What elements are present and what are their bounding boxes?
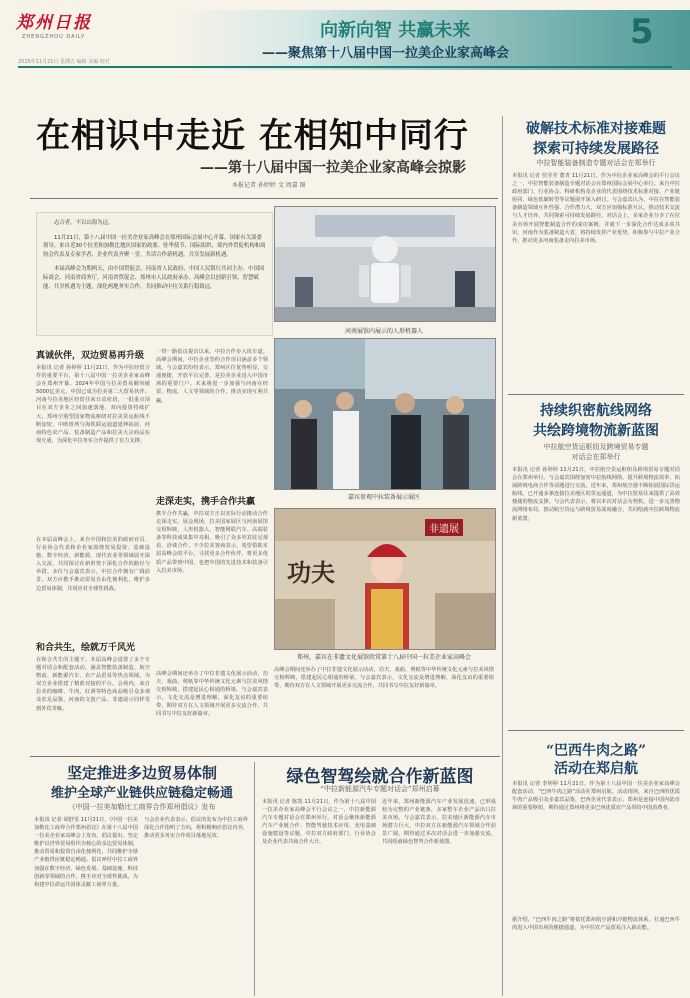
column-divider xyxy=(254,762,255,996)
story-divider xyxy=(508,394,684,395)
section-rule xyxy=(30,756,500,757)
story-title: 绿色智驾绘就合作新蓝图 xyxy=(286,767,474,787)
story-title: 活动在郑启航 xyxy=(554,761,638,777)
date-line: 2025年11月21日 星期五 编辑 美编 校对 xyxy=(18,59,110,65)
article-body: 高峰会期间还举办了中拉非遗文化展示活动，功夫、戏曲、剪纸等中华传统文化元素与拉美风情交相辉映，搭建起民心相通的桥梁。与会嘉宾表示，文化交流是增进理解、深化友谊的重要纽带，期待双方在人文领域开展更多交流合作，共同书写中拉友好新篇章。 xyxy=(274,667,494,690)
section-heading: 走深走实，携手合作共赢 xyxy=(156,497,256,507)
article-body: 据介绍，“巴西牛肉之路”将依托郑州航空港和冷链物流体系，打通巴西牛肉进入中国市场的便捷通道，为中拉农产品贸易注入新动能。 xyxy=(512,917,680,932)
section-heading: 和合共生，绘就万千风光 xyxy=(36,643,136,653)
story-title: 探索可持续发展路径 xyxy=(533,141,659,157)
story-subtitle: 对话会在郑举行 xyxy=(571,453,621,461)
story-subtitle: 中拉航空货运枢纽及跨境贸易专题 xyxy=(543,443,649,451)
article-body: 在和合共生的主题下，本届高峰会设置了多个专题对话会和配套活动，涵盖智能装备制造、航空物流、新能源汽车、农产品贸易等热点领域，为双方企业搭建了精准对接的平台。会场内，来自拉美的咖啡、牛肉、红酒等特色商品吸引众多观众驻足品鉴，河南的文创产品、非遗展示同样受到外宾青睐。 xyxy=(36,657,150,712)
article-body: 一带一路倡议提出以来，中拉合作步入快车道。高峰会期间，中拉企业签约合作项目涵盖多个领域。与会嘉宾纷纷表示，郑州区位优势明显，交通便捷，开放平台完善，是拉美企业进入中国市场的重要门户。未来将进一步加强与河南在经贸、物流、人文等领域的合作，推动实现互利共赢。 xyxy=(156,349,268,404)
photo-robot xyxy=(274,206,496,322)
article-body: 本报讯 记者 陈凯 11月21日，作为第十八届中国一拉美企业家高峰会平行会议之一，中拉新能源汽车专题对话会在郑州举行。对话会聚焦新能源汽车产业链合作、智能驾驶技术应用、充电基础设施建设等议题，中拉双方政府部门、行业协会及企业代表共商合作大计。 xyxy=(262,799,376,846)
photo-caption: 郑州，嘉宾在非遗文化展馆欣赏第十八届中国一拉美企业家高峰会 xyxy=(296,654,471,661)
article-body: 本报讯 记者 侯莹莹 董青 11月21日，作为中拉企业家高峰会的平行会议之一，中拉智能装备制造专题对话会在郑州国际会展中心举行。来自中拉政府部门、行业协会、科研机构及企业的代表围绕技术标准对接、产业链协同、绿色低碳转型等议题展开深入研讨。与会嘉宾认为，中拉在智能装备制造领域互补性强、合作潜力大，双方应加强标准互认，推动技术交流与人才培养，共同探索可持续发展路径。对话会上，多家企业分享了在拉美市场开展智能制造合作的成功案例，并就下一步深化合作达成多项共识。河南作为装备制造大省，将持续发挥产业优势，积极参与中拉产业合作，推动更多河南装备走向拉美市场。 xyxy=(512,173,680,244)
story-title: 持续织密航线网络 xyxy=(540,403,652,419)
headline-rule xyxy=(30,198,498,199)
story-title: 维护全球产业链供应链稳定畅通 xyxy=(50,786,233,801)
intro-paragraph: 11月21日，第十八届中国一拉美企业家高峰会在郑州国际会展中心开幕。国家有关部委领导、来自近30个拉美和加勒比地区国家的政要、驻华使节、国际组织、境内外贸促机构和商协会代表及专家学者、企业代表齐聚一堂，共话合作新机遇，共享发展新机遇。 xyxy=(43,234,266,258)
article-body: 近年来，郑州新能源汽车产业发展迅速，已形成较为完整的产业链条，多家整车企业产品出口拉美市场。与会嘉宾表示，拉美地区新能源汽车市场潜力巨大，中拉双方在新能源汽车领域合作前景广阔，期待通过本次对话会进一步加强交流，共同绘就绿色智驾合作新蓝图。 xyxy=(382,799,496,846)
intro-paragraph: 本届高峰会为期两天，由中国贸促会、河南省人民政府、中国人民银行共同主办。中国国际商会、河南省商务厅、河南省贸促会、郑州市人民政府承办。高峰会以创新引领、智慧赋能、共享机遇为主题，深化两地务实合作，共同推动中拉关系行稳致远。 xyxy=(43,266,265,290)
story-title: “巴西牛肉之路” xyxy=(545,743,647,759)
story-subtitle: 《中国一拉美加勒比工商界合作郑州倡议》发布 xyxy=(68,803,216,811)
main-headline: 在相识中走近 在相知中同行 xyxy=(36,116,469,156)
masthead xyxy=(0,0,690,72)
newspaper-logo: 郑州日报 xyxy=(16,13,92,33)
story-title: 破解技术标准对接难题 xyxy=(526,121,666,137)
kungfu-title: 功夫 xyxy=(287,558,335,587)
exhibition-badge: 非遗展 xyxy=(425,519,463,536)
photo-caption: 嘉宾参观中拉装备展示展区 xyxy=(347,494,420,501)
page-number: 5 xyxy=(630,12,654,52)
article-body: 本报讯 记者 孙婷婷 11月21日，中拉航空货运枢纽及跨境贸易专题对话会在郑州举行。与会嘉宾围绕加密中拉航线网络、提升跨境物流效率、拓展跨境电商合作等话题进行交流。近年来，郑州航空港不断拓展国际货运航线，已开通多条连接拉美地区的货运通道，为中拉贸易往来提供了高效便捷的物流支撑。与会代表表示，将以本次对话会为契机，进一步完善物流网络布局，推动航空货运与跨境贸易深度融合，共同绘就中拉跨境物流新蓝图。 xyxy=(512,467,680,522)
main-subheadline: ——第十八届中国一拉美企业家高峰会掠影 xyxy=(200,160,466,176)
story-subtitle: 中拉智能装备制造专题对话会在郑举行 xyxy=(536,159,656,167)
article-body: 本报讯 记者 李婷婷 11月21日，作为第十八届中国一拉美企业家高峰会配套活动，“巴西牛肉之路”活动在郑州启航。活动现场，来自巴西的优质牛肉产品吸引众多嘉宾品鉴，巴西企业代表表示，郑州是连接中国内陆市场的重要枢纽，期待通过郑州将更多巴西优质农产品带给中国消费者。 xyxy=(512,781,680,812)
header-divider xyxy=(18,66,672,68)
photo-caption: 河南展馆内展示的人形机器人 xyxy=(344,328,423,335)
article-body: 携手合作共赢，中拉双方正以实际行动推动合作走深走实。展会现场，拉美国家展区与河南展馆交相辉映，人形机器人、智能网联汽车、高端装备等科技成果集中亮相，吸引了众多外宾驻足观看、洽谈合作。不少拉美客商表示，希望借助本届高峰会的平台，寻找更多合作伙伴，将更多优质产品带到中国，也把中国的先进技术和装备引入拉美市场。 xyxy=(156,511,268,574)
banner-subtitle: ——聚焦第十八届中国一拉美企业家高峰会 xyxy=(262,46,510,61)
story-subtitle: “中拉新能源汽车专题对话会”郑州启幕 xyxy=(320,785,440,793)
banner-title: 向新向智 共赢未来 xyxy=(320,20,471,41)
story-title: 共绘跨境物流新蓝图 xyxy=(533,423,659,439)
photo-performer xyxy=(274,508,496,650)
story-divider xyxy=(508,730,684,731)
article-body: 高峰会期间还举办了中拉非遗文化展示活动，功夫、戏曲、剪纸等中华传统文化元素与拉美风情交相辉映，搭建起民心相通的桥梁。与会嘉宾表示，文化交流是增进理解、深化友谊的重要纽带，期待双方在人文领域开展更多交流合作，共同书写中拉友好新篇章。 xyxy=(156,671,268,718)
article-body: 本报讯 记者 胡舒雯 11月21日，《中国一拉美加勒比工商界合作郑州倡议》在第十八届中国一拉美企业家高峰会上发布。倡议提出，坚定维护以世界贸易组织为核心的多边贸易体制，推动贸易和投资自由化便利化，共同维护全球产业链供应链稳定畅通。倡议呼吁中拉工商界加强在数字经济、绿色发展、基础设施、科技创新等领域的合作，携手应对全球性挑战，为构建中拉命运共同体贡献工商界力量。 xyxy=(34,817,138,888)
robot-photo-image xyxy=(275,207,495,321)
intro-paragraph: 志合者，不以山海为远。 xyxy=(54,220,114,226)
newspaper-logo-sub: ZHENGZHOU DAILY xyxy=(22,34,86,40)
photo-visitors xyxy=(274,338,496,490)
intro-box xyxy=(36,212,273,336)
section-heading: 真诚伙伴，双边贸易再升级 xyxy=(36,351,145,361)
story-title: 坚定推进多边贸易体制 xyxy=(66,764,217,782)
column-divider xyxy=(502,116,503,996)
visitors-photo-image xyxy=(275,339,495,489)
main-byline: 本报记者 孙婷婷 文 周嘉 图 xyxy=(232,182,306,189)
article-body: 与会企业代表表示，倡议的发布为中拉工商界深化合作指明了方向，将积极响应倡议内容，推动更多务实合作项目落地见效。 xyxy=(144,817,248,840)
article-body: 本报讯 记者 孙婷婷 11月21日，作为中拉经贸合作的重要平台，第十八届中国一拉美企业家高峰会在郑州开幕。2024年中国与拉美贸易额突破5000亿美元，中国已成为拉美第二大贸易伙伴。河南与拉美地区经贸往来日益密切，一批重点项目在双方企业之间加速落地，双向投资持续扩大，郑州空港型国家物流枢纽对拉美货运航线不断加密，中欧班列与海铁联运通道延伸拓展，河南特色农产品、装备制造产品和拉美大宗商品实现互通，为深化中拉务实合作提供了有力支撑。 xyxy=(36,365,150,444)
article-body: 在本届高峰会上，来自中国和拉美的政府官员、行业协会代表和企业家围绕贸易投资、基础设施、数字经济、新能源、现代农业等领域展开深入交流，共同探讨在新形势下深化合作的路径与举措。多位与会嘉宾表示，中拉合作拥有广阔前景，双方应携手推动贸易自由化便利化，维护多边贸易体制，共同应对全球性挑战。 xyxy=(36,537,150,592)
